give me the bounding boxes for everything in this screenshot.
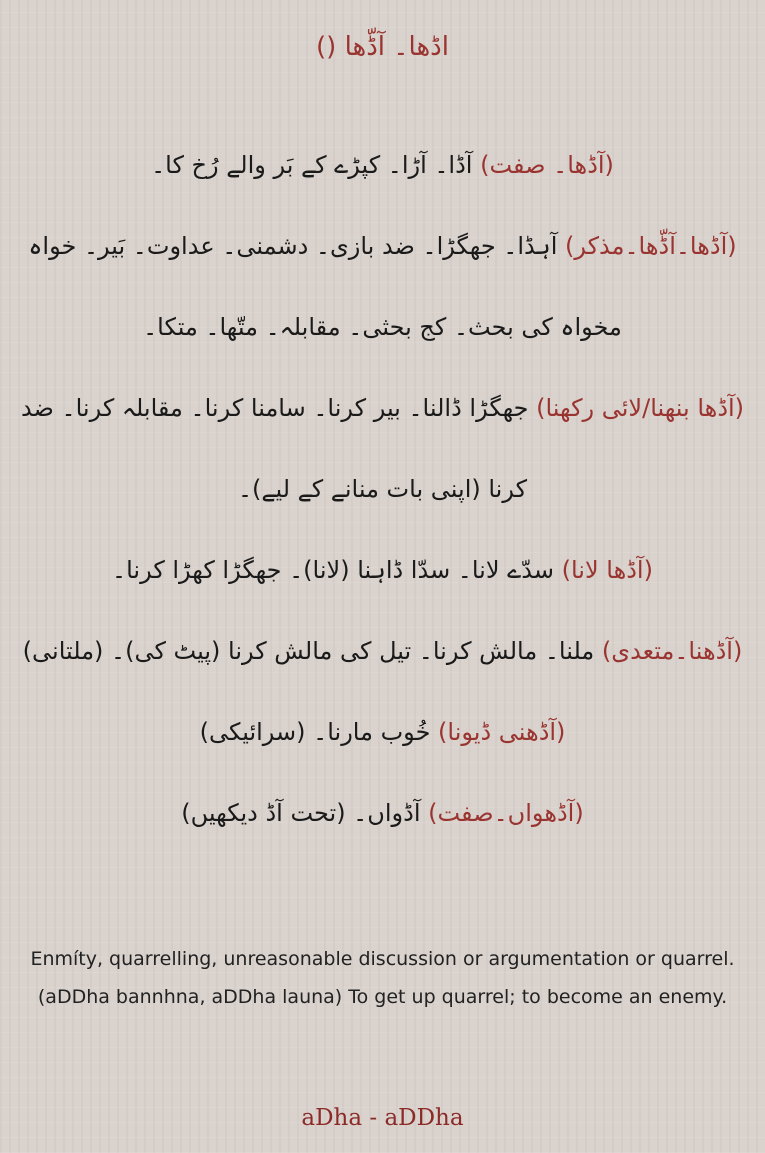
entry-headword: (آڈھا لانا) xyxy=(561,556,653,584)
entry-headword: (آڈھا بنھنا/لائی رکھنا) xyxy=(536,394,745,422)
entry-adhwan-adjective xyxy=(0,773,765,854)
entry-adha-lana xyxy=(0,530,765,611)
page-title: اڈھا۔ آڈّھا () xyxy=(316,32,449,62)
romanized-headword: aDha - aDDha xyxy=(301,1105,464,1131)
entry-adha-noun xyxy=(0,206,765,368)
entry-adhna-verb xyxy=(0,611,765,692)
entry-adha-adjective xyxy=(0,125,765,206)
entry-definition: سدّے لانا۔ سدّا ڈاہنا (لانا)۔ جھگڑا کھڑا کرنا۔ xyxy=(112,556,554,584)
entry-headword: (آڈھا۔ صفت) xyxy=(480,151,614,179)
entry-definition: جھگڑا ڈالنا۔ بیر کرنا۔ سامنا کرنا۔ مقابلہ کرنا۔ ضد کرنا (اپنی بات منانے کے لیے)۔ xyxy=(20,394,529,503)
urdu-definitions xyxy=(0,125,765,854)
entry-headword: (آڈھنی ڈیونا) xyxy=(438,718,566,746)
entry-definition: آہڈا۔ جھگڑا۔ ضد بازی۔ دشمنی۔ عداوت۔ بَیر۔ خواہ مخواہ کی بحث۔ کج بحثی۔ مقابلہ۔ متّھا۔ متکا۔ xyxy=(28,232,622,341)
english-translation xyxy=(0,940,765,1016)
english-line-1: Enmíty, quarrelling, unreasonable discussion or argumentation or quarrel. xyxy=(30,948,735,970)
entry-definition: خُوب مارنا۔ (سرائیکی) xyxy=(199,718,431,746)
entry-definition: ملنا۔ مالش کرنا۔ تیل کی مالش کرنا (پیٹ کی)۔ (ملتانی) xyxy=(22,637,595,665)
entry-adhni-deona xyxy=(0,692,765,773)
entry-definition: آڈواں۔ (تحت آڈ دیکھیں) xyxy=(181,799,421,827)
entry-headword: (آڈھنا۔متعدی) xyxy=(601,637,743,665)
entry-headword: (آڈھواں۔صفت) xyxy=(428,799,584,827)
entry-definition: آڈا۔ آڑا۔ کپڑے کے بَر والے رُخ کا۔ xyxy=(151,151,473,179)
entry-adha-bannhna xyxy=(0,368,765,530)
english-line-2: (aDDha bannhna, aDDha launa) To get up quarrel; to become an enemy. xyxy=(37,986,728,1008)
entry-headword: (آڈھا۔آڈّھا۔مذکر) xyxy=(565,232,737,260)
